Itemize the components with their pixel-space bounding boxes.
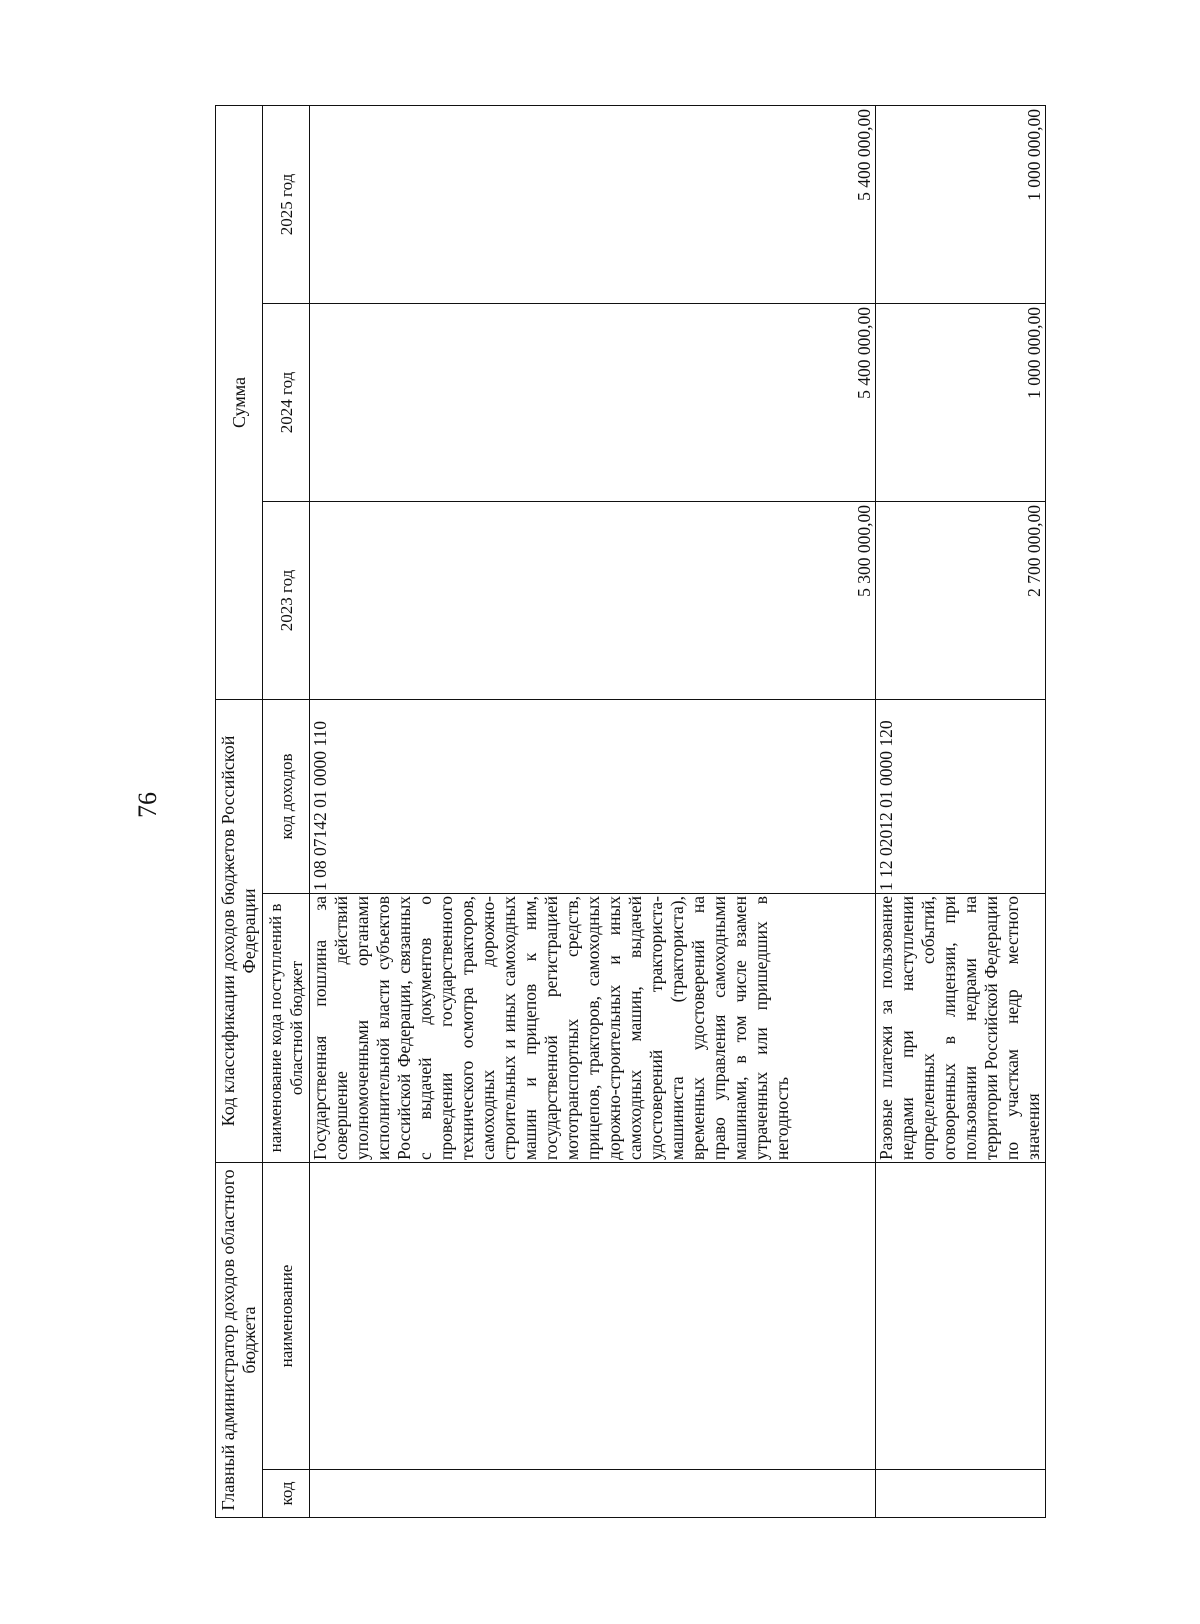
row-income-code: 1 08 07142 01 0000 110: [310, 700, 876, 894]
header-2024: 2024 год: [263, 304, 310, 502]
header-classification-group: Код классификации доходов бюджетов Российской Федерации: [216, 700, 263, 1163]
header-code: код: [263, 1470, 310, 1518]
row-code: [876, 1470, 1046, 1518]
header-row-1: [216, 106, 263, 1518]
table-row: [310, 106, 876, 1518]
header-admin-group: Главный администратор доходов областного бюджета: [216, 1163, 263, 1518]
row-admin-name: [310, 1163, 876, 1470]
row-amount-2025: 1 000 000,00: [876, 106, 1046, 304]
rotated-table-sheet: [215, 106, 1084, 1518]
row-amount-2024: 5 400 000,00: [310, 304, 876, 502]
row-income-name: Государственная пошлина за совершение действий уполномоченными органами исполнительной власти субъектов Российской Федерации, связанных с выдачей документов о проведении государственного технического осмотра тракторов, самоходных дорожно-строительных и иных самоходных машин и прицепов к ним, государственной регистрацией мототранспортных средств, прицепов, тракторов, самоходных дорожно-строительных и иных самоходных машин, выдачей удостоверений тракториста-машиниста (тракториста), временных удостоверений на право управления самоходными машинами, в том числе взамен утраченных или пришедших в негодность: [310, 894, 876, 1163]
header-row-2: [263, 106, 310, 1518]
header-income-code: код доходов: [263, 700, 310, 894]
row-admin-name: [876, 1163, 1046, 1470]
row-amount-2024: 1 000 000,00: [876, 304, 1046, 502]
row-amount-2023: 5 300 000,00: [310, 502, 876, 700]
row-amount-2025: 5 400 000,00: [310, 106, 876, 304]
row-code: [310, 1470, 876, 1518]
row-income-code: 1 12 02012 01 0000 120: [876, 700, 1046, 894]
page-number: 76: [133, 792, 162, 818]
table-row: [876, 106, 1046, 1518]
income-classification-table: [215, 105, 1046, 1518]
header-2023: 2023 год: [263, 502, 310, 700]
header-name: наименование: [263, 1163, 310, 1470]
header-sum-group: Сумма: [216, 106, 263, 700]
header-2025: 2025 год: [263, 106, 310, 304]
header-income-name: наименование кода поступлений в областной бюджет: [263, 894, 310, 1163]
row-amount-2023: 2 700 000,00: [876, 502, 1046, 700]
row-income-name: Разовые платежи за пользование недрами при наступлении определенных событий, оговоренных в лицензии, при пользовании недрами на территории Российской Федерации по участкам недр местного значения: [876, 894, 1046, 1163]
